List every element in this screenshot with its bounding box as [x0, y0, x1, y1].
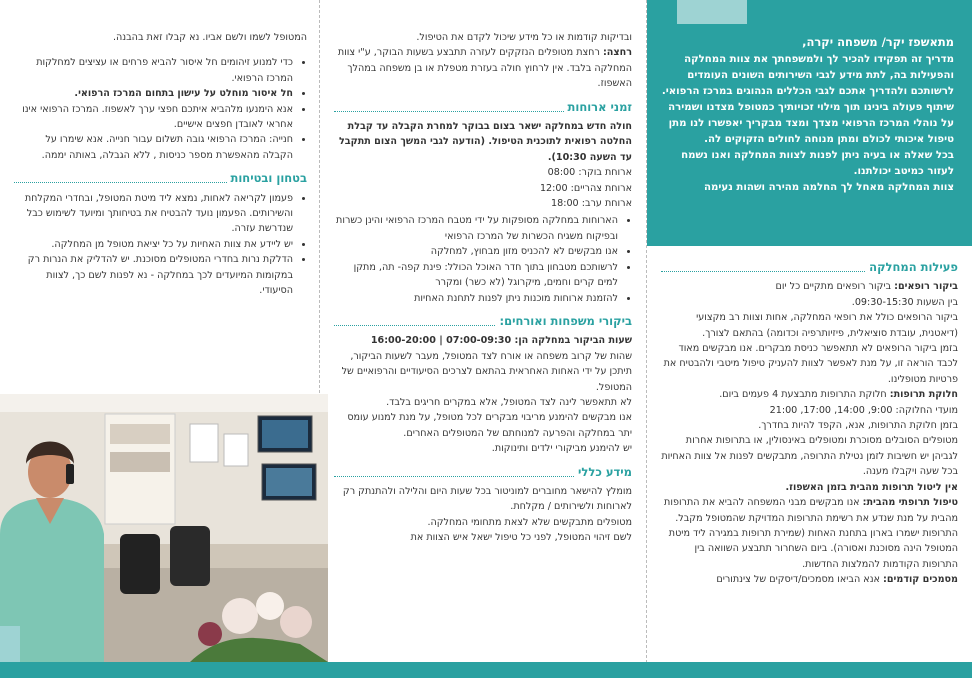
list-item: • אנא הימנעו מלהביא איתכם חפצי ערך לאשפוז. המרכז הרפואי אינו אחראי לאובדן חפצים אישיים.	[14, 102, 293, 133]
activity-p1: ביקור הרופאים כולל את רופאי המחלקה, אחות וצוות רב מקצועי (דיאטנית, עובדת סוציאלית, פיזיותרפיה וכדומה) בהתאם לצורך.	[696, 312, 958, 339]
visit-p4: יש להימנע מביקורי ילדים ותינוקות.	[491, 443, 632, 455]
general-heading: מידע כללי	[334, 465, 632, 480]
meds-times: מועדי החלוקה: 9:00, 14:00, 17:00, 21:00	[769, 404, 958, 416]
visits-label: ביקור רופאים:	[894, 281, 958, 293]
list-item: • הדלקת נרות בחדרי המטופלים מסוכנת. יש להדליק את הנרות רק במקומות המיועדים לכך במחלקה - נא לפנות לשם כך, לצוות הסיעודי.	[14, 252, 293, 298]
dinner-time: ארוחת ערב: 18:00	[551, 198, 632, 210]
shaving-label: רחצה:	[602, 47, 632, 59]
visits-hours: בין השעות 09:30-15:30.	[851, 296, 958, 308]
left-top-text: המטופל לשמו ולשם אביו. נא קבלו זאת בהבנה.	[112, 32, 307, 43]
activity-p2: בזמן ביקור הרופאים לא תתאפשר כניסת מבקרים. אנו מבקשים מאוד לכבד הוראה זו, על מנת לאפשר לצוות להעניק טיפול מיטבי ולהבטיח את פרטיות מטופלינו.	[663, 343, 958, 385]
middle-column: ובדיקות קודמות או כל מידע שיכול לקדם את הטיפול. רחצה: רחצת מטופלים הנזקקים לעזרה תתבצע בשעות הבוקר, ע"י צוות המחלקה בלבד. אין לרחוץ חולה בעזרת מטפלת או בן משפחה במהלך האשפוז. זמני ארוחות חולה חדש במחלקה ישאר בצום בבוקר למחרת הקבלה עד קבלת החלטה רפואית לתוכנית הטיפול. (הודעה לגבי המשך הצום תתקבל עד השעה 10:30). ארוחת בוקר: 08:00 ארוחת צהריים: 12:00 ארוחת ערב: 18:00 • הארוחות במחלקה מסופקות על ידי מטבח המרכז הרפואי והינן כשרות ובפיקוח משגיח הכשרות של המרכז הרפואי • אנו מבקשים לא להכניס מזון מבחוץ, למחלקה • לרשותכם מטבחון בתוך חדר האוכל הכולל: פינת קפה- תה, מתקן למים קרים וחמים, מיקרוגל (לא כשר) ומקרר • להזמנת ארוחות מוכנות ניתן לפנות לתחנת האחיות ביקורי משפחות ואורחים: שעות הביקור במחלקה הן: 07:00-09:30 | 16:00-20:00 שהות של קרוב משפחה או אורח לצד המטופל, מעבר לשעות הביקור, תיתכן על ידי האחות האחראית בהתאם לצרכים הסיעודיים והרפואיים של המטופל. לא תתאפשר לינה לצד המטופל, אלא במקרים חריגים בלבד. אנו מבקשים להימנע מריבוי מבקרים לכל מטופל, על מנת למנוע עומס יתר במחלקה והפרעה למנוחתם של המטופלים האחרים. יש להימנע מביקורי ילדים ותינוקות. מידע כללי מומלץ להישאר מחוברים למוניטור בכל שעות היום והלילה ולהתנתק רק לארוחות ולשירותים / מקלחת. מטופלים מתבקשים שלא לצאת מתחומי המחלקה. לשם זיהוי המטופל, לפני כל טיפול ישאל איש הצוות את	[319, 0, 647, 678]
general-p1: מומלץ להישאר מחוברים למוניטור בכל שעות היום והלילה ולהתנתק רק לארוחות ולשירותים / מקלחת.	[342, 485, 632, 513]
bottom-teal-bar	[0, 662, 972, 678]
no-home-meds: אין ליטול תרופות מהבית בזמן האשפוז.	[785, 481, 958, 493]
visits-heading: ביקורי משפחות ואורחים:	[334, 314, 632, 329]
right-column	[647, 0, 972, 678]
intro-tab-decoration	[677, 0, 747, 24]
lunch-time: ארוחת צהריים: 12:00	[539, 182, 632, 194]
mid-top-text: ובדיקות קודמות או כל מידע שיכול לקדם את הטיפול.	[416, 32, 632, 43]
activity-p4: מטופלים הסובלים מסוכרת ומטופלים באינסולין, או בתרופות אחרות לגביהן יש חשיבות לזמן נטילת התרופה, מתבקשים לפנות אל צוות האחיות בכל שעה ויקבלו מענה.	[661, 435, 958, 478]
rules-list	[14, 55, 307, 163]
meal-items-list	[334, 213, 632, 305]
photo-illustration	[0, 394, 328, 662]
activity-p3: בזמן חלוקת התרופות, אנא, הקפד להיות בחדרך.	[758, 420, 958, 432]
activity-section: פעילות המחלקה ביקור רופאים: ביקור רופאים מתקיים כל יום בין השעות 09:30-15:30. ביקור הרופאים כולל את רופאי המחלקה, אחות וצוות רב מקצועי (דיאטנית, עובדת סוציאלית, פיזיותרפיה וכדומה) בהתאם לצורך. בזמן ביקור הרופאים לא תתאפשר כניסת מבקרים. אנו מבקשים מאוד לכבד הוראה זו, על מנת לאפשר לצוות להעניק טיפול מיטבי ולהבטיח את פרטיות מטופלינו. חלוקת תרופות: חלוקת התרופות מתבצעת 4 פעמים ביום. מועדי החלוקה: 9:00, 14:00, 17:00, 21:00 בזמן חלוקת התרופות, אנא, הקפד להיות בחדרך. מטופלים הסובלים מסוכרת ומטופלים באינסולין, או בתרופות אחרות לגביהן יש חשיבות לזמן נטילת התרופה, מתבקשים לפנות אל צוות האחיות בכל שעה ויקבלו מענה. אין ליטול תרופות מהבית בזמן האשפוז. טיפול תרופתי מהבית: אנו מבקשים מבני המשפחה להביא את התרופות מהבית על מנת שנדע את רשימת התרופות המדויקת שהמטופל מקבל. התרופות ישמרו בארון בתחנת האחות (שמירת תרופות במגירה ליד מיטת המטופל הינה מסוכנת ואסורה). ביום השחרור תתבצע השוואה בין התרופות הקודמות להמלצות החדשות. מסמכים קודמים: אנא הביאו מסמכים/דיסקים של צינתורים	[661, 260, 958, 586]
visit-p1: שהות של קרוב משפחה או אורח לצד המטופל, מעבר לשעות הביקור, תיתכן על ידי האחות האחראית בהתאם לצרכים הסיעודיים והרפואיים של המטופל.	[341, 350, 632, 393]
visit-p3: אנו מבקשים להימנע מריבוי מבקרים לכל מטופל, על מנת למנוע עומס יתר במחלקה והפרעה למנוחתם של המטופלים האחרים.	[347, 412, 632, 439]
intro-line: שיתוף פעולה בינינו תוך מילוי זכויותיך כמטופל מצדנו ושמירה על נוהלי המרכז הרפואי מצדך ומצד מבקריך יאפשרו לנו מתן טיפול איכותי לכולם ומתן מנוחה לחולים הזקוקים לה.	[668, 102, 954, 145]
general-p3: לשם זיהוי המטופל, לפני כל טיפול ישאל איש הצוות את	[410, 532, 632, 544]
list-item: • הארוחות במחלקה מסופקות על ידי מטבח המרכז הרפואי והינן כשרות ובפיקוח משגיח הכשרות של המרכז הרפואי	[334, 213, 618, 244]
list-item: • כדי למנוע זיהומים חל איסור להביא פרחים או עציצים למחלקות המרכז הרפואי.	[14, 55, 293, 86]
meals-intro: חולה חדש במחלקה ישאר בצום בבוקר למחרת הקבלה עד קבלת החלטה רפואית לתוכנית הטיפול. (הודעה לגבי המשך הצום תתקבל עד השעה 10:30).	[338, 121, 632, 163]
list-item: • חנייה: המרכז הרפואי גובה תשלום עבור חנייה. אנא שימרו על הקבלה מהאפשרת מספר כניסות , ללא הגבלה, באותה יממה.	[14, 132, 293, 163]
breakfast-time: ארוחת בוקר: 08:00	[547, 167, 632, 179]
list-item: • להזמנת ארוחות מוכנות ניתן לפנות לתחנת האחיות	[334, 291, 618, 306]
intro-title: מתאשפז יקר/ משפחה יקרה,	[802, 35, 954, 49]
nurse-station-photo	[0, 394, 328, 662]
list-item: • אנו מבקשים לא להכניס מזון מבחוץ, למחלקה	[334, 244, 618, 259]
docs-label: מסמכים קודמים:	[883, 574, 958, 586]
list-item: • לרשותכם מטבחון בתוך חדר האוכל הכולל: פינת קפה- תה, מתקן למים קרים וחמים, מיקרוגל (לא כשר) ומקרר	[334, 260, 618, 291]
safety-list	[14, 191, 307, 299]
intro-line: מדריך זה תפקידו להכיר לך ולמשפחתך את צוות המחלקה והפעילות בה, לתת מידע לגבי השירותים השונים העומדים לרשותכם ולהדריך אתכם לגבי הכללים הנהוגים במרכז הרפואי.	[661, 54, 954, 97]
list-item: • פעמון לקריאה לאחות, נמצא ליד מיטת המטופל, ובחדרי המקלחת והשירותים. הפעמון נועד להבטיח את בטיחותך ומיועד לשימוש כבל שנדרשת עזרה.	[14, 191, 293, 237]
meds-label: חלוקת תרופות:	[889, 389, 958, 401]
home-meds-label: טיפול תרופתי מהבית:	[862, 497, 958, 509]
general-p2: מטופלים מתבקשים שלא לצאת מתחומי המחלקה.	[427, 516, 632, 528]
intro-line: בכל שאלה או בעיה ניתן לפנות לצוות המחלקה ואנו נשמח לעזור כמיטב יכולתנו.	[681, 150, 954, 177]
list-item: • חל איסור מוחלט על עישון בתחום המרכז הרפואי.	[14, 86, 293, 101]
activity-heading: פעילות המחלקה	[661, 260, 958, 275]
visit-p2: לא תתאפשר לינה לצד המטופל, אלא במקרים חריגים בלבד.	[386, 396, 632, 408]
list-item: • יש ליידע את צוות האחיות על כל יציאת מטופל מן המחלקה.	[14, 237, 293, 252]
safety-heading: בטחון ובטיחות	[14, 171, 307, 186]
intro-box	[647, 0, 972, 246]
meals-heading: זמני ארוחות	[334, 100, 632, 115]
intro-line: צוות המחלקה מאחל לך החלמה מהירה ושהות נעימה	[704, 182, 954, 193]
visit-hours: שעות הביקור במחלקה הן: 07:00-09:30 | 16:00-20:00	[370, 335, 632, 347]
